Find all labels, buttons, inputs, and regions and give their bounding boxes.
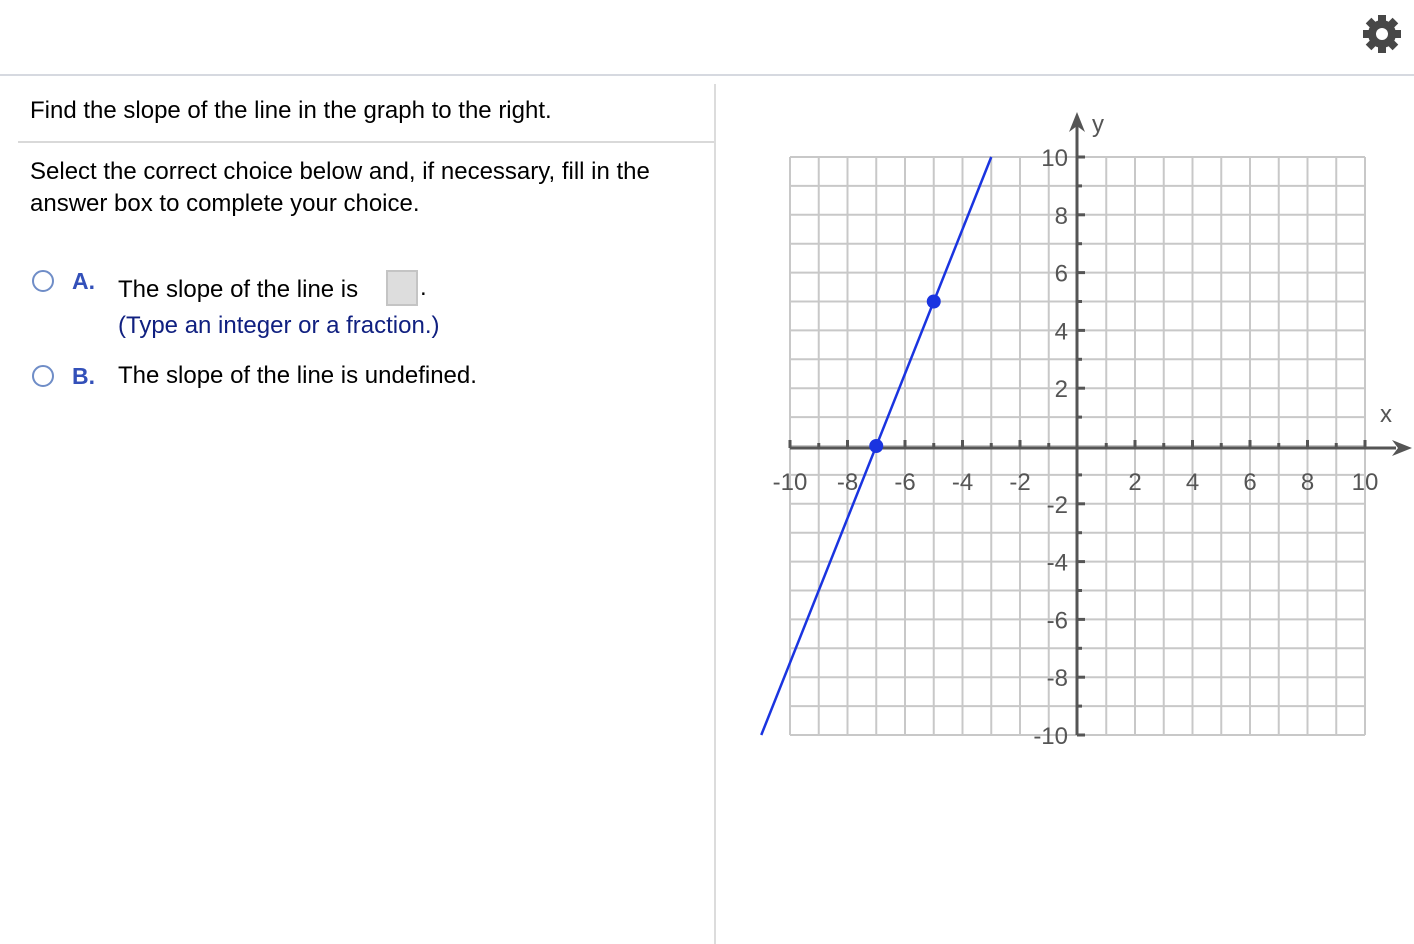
instruction-text: Select the correct choice below and, if necessary, fill in the answer box to complete your choice. [30,158,650,217]
question-prompt: Find the slope of the line in the graph to the right. [30,97,552,124]
y-tick-label: -10 [1033,723,1068,750]
y-tick-label: 4 [1054,318,1068,346]
coordinate-graph [716,76,1414,944]
question-separator [18,141,714,143]
x-axis-label: x [1380,401,1392,428]
x-tick-label: -2 [1009,469,1031,496]
x-tick-label: 6 [1243,469,1257,496]
plotted-point [927,295,941,309]
slope-answer-input[interactable] [386,270,418,306]
choice-a-hint: (Type an integer or a fraction.) [118,312,440,339]
x-tick-label: 4 [1185,469,1200,496]
choice-b-letter: B. [72,363,95,389]
y-tick-label: 8 [1054,202,1068,230]
y-axis-label: y [1092,111,1104,138]
x-tick-label: -8 [836,469,859,496]
choice-a-text: The slope of the line is [118,276,359,303]
choice-b-text: The slope of the line is undefined. [118,362,477,389]
y-tick-label: 2 [1054,376,1068,404]
y-tick-label: -6 [1046,607,1068,635]
x-tick-label: -4 [951,469,974,496]
y-tick-label: -4 [1046,549,1068,577]
choice-a-letter: A. [72,268,95,294]
y-tick-label: -2 [1046,491,1068,519]
x-tick-label: 2 [1128,469,1142,496]
plotted-point [869,439,883,453]
gear-icon[interactable] [1362,14,1402,54]
x-tick-label: 8 [1300,469,1315,496]
y-tick-label: -8 [1046,665,1068,693]
y-tick-label: 10 [1041,145,1068,172]
y-tick-label: 6 [1054,260,1068,288]
x-tick-label: 10 [1351,469,1379,496]
choice-a-period: . [420,274,427,301]
choice-a-radio[interactable] [32,270,54,292]
x-tick-label: -10 [772,469,808,496]
choice-b-radio[interactable] [32,365,54,387]
x-tick-label: -6 [894,469,916,496]
top-bar [0,0,1414,76]
